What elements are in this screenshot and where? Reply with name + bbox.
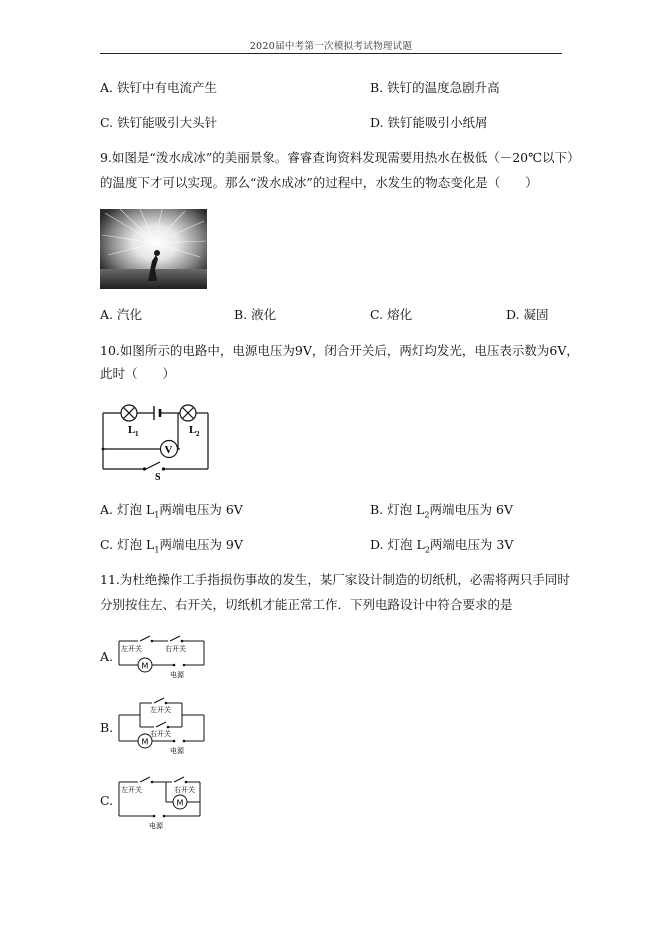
q11-option-b-circuit[interactable]	[116, 697, 216, 757]
q9-option-d[interactable]: D. 凝固	[506, 307, 549, 322]
q10-option-b-prefix: B. 灯泡 L	[370, 502, 425, 517]
lamp-l2-label: L	[189, 424, 197, 436]
q8-option-c[interactable]: C. 铁钉能吸引大头针	[100, 115, 218, 130]
q10-option-c-subscript: 1	[154, 545, 160, 555]
q10-option-d-prefix: D. 灯泡 L	[370, 537, 425, 552]
q9-option-a[interactable]: A. 汽化	[100, 307, 142, 322]
q10-option-c[interactable]	[100, 539, 243, 555]
q11-option-a-circuit[interactable]	[116, 631, 216, 681]
left-switch-label: 左开关	[121, 645, 142, 653]
q10-stem-line1: 10.如图所示的电路中，电源电压为9V，闭合开关后，两灯均发光，电压表示数为6V，	[100, 343, 579, 358]
q8-option-d[interactable]: D. 铁钉能吸引小纸屑	[370, 115, 488, 130]
q10-stem-line2: 此时（ ）	[100, 366, 176, 381]
q11-option-c-label[interactable]: C.	[100, 793, 114, 808]
switch-label: S	[155, 472, 161, 483]
q10-option-a-subscript: 1	[154, 510, 160, 520]
q10-option-d[interactable]	[370, 539, 513, 555]
q9-option-c[interactable]: C. 熔化	[370, 307, 413, 322]
right-switch-label: 右开关	[174, 786, 195, 794]
q11-option-c-circuit[interactable]	[116, 774, 216, 834]
q10-option-d-suffix: 两端电压为 3V	[429, 537, 514, 552]
lamp-l2-subscript: 2	[196, 430, 200, 438]
q10-option-b-subscript: 2	[424, 510, 430, 520]
right-switch-label: 右开关	[150, 730, 171, 738]
power-label: 电源	[170, 671, 184, 679]
header-title: 2020届中考第一次模拟考试物理试题	[249, 41, 413, 52]
left-switch-label: 左开关	[121, 786, 142, 794]
power-label: 电源	[170, 747, 184, 755]
lamp-l1-label: L	[128, 424, 136, 436]
left-switch-label: 左开关	[150, 706, 171, 714]
right-switch-label: 右开关	[165, 645, 186, 653]
q8-option-a[interactable]: A. 铁钉中有电流产生	[100, 80, 217, 95]
q11-stem-line1: 11.为杜绝操作工手指损伤事故的发生，某厂家设计制造的切纸机，必需将两只手同时	[100, 572, 570, 587]
q9-stem-line1: 9.如图是“泼水成冰”的美丽景象。睿睿查询资料发现需要用热水在极低（－20℃以下）	[100, 150, 580, 165]
q11-option-b-label[interactable]: B.	[100, 720, 114, 735]
q10-option-b[interactable]	[370, 504, 513, 520]
power-label: 电源	[149, 822, 163, 830]
q11-stem-line2: 分别按住左、右开关，切纸机才能正常工作．下列电路设计中符合要求的是	[100, 597, 513, 612]
q10-option-c-suffix: 两端电压为 9V	[159, 537, 243, 552]
motor-label: M	[141, 661, 149, 671]
voltmeter-label: V	[164, 444, 173, 456]
q10-circuit-diagram	[98, 400, 213, 483]
q10-option-a[interactable]	[100, 504, 243, 520]
q9-option-b[interactable]: B. 液化	[234, 307, 277, 322]
q10-option-a-prefix: A. 灯泡 L	[100, 502, 155, 517]
motor-label: M	[176, 798, 184, 808]
q10-option-c-prefix: C. 灯泡 L	[100, 537, 155, 552]
header-rule	[100, 53, 562, 54]
q9-stem-line2: 的温度下才可以实现。那么“泼水成冰”的过程中，水发生的物态变化是（ ）	[100, 175, 538, 190]
q10-option-b-suffix: 两端电压为 6V	[429, 502, 513, 517]
q10-option-d-subscript: 2	[424, 545, 430, 555]
lamp-l1-subscript: 1	[135, 430, 139, 438]
q8-option-b[interactable]: B. 铁钉的温度急剧升高	[370, 80, 500, 95]
splash-ice-photo	[100, 209, 207, 289]
q10-option-a-suffix: 两端电压为 6V	[159, 502, 243, 517]
q11-option-a-label[interactable]: A.	[100, 649, 114, 664]
motor-label: M	[141, 737, 149, 747]
